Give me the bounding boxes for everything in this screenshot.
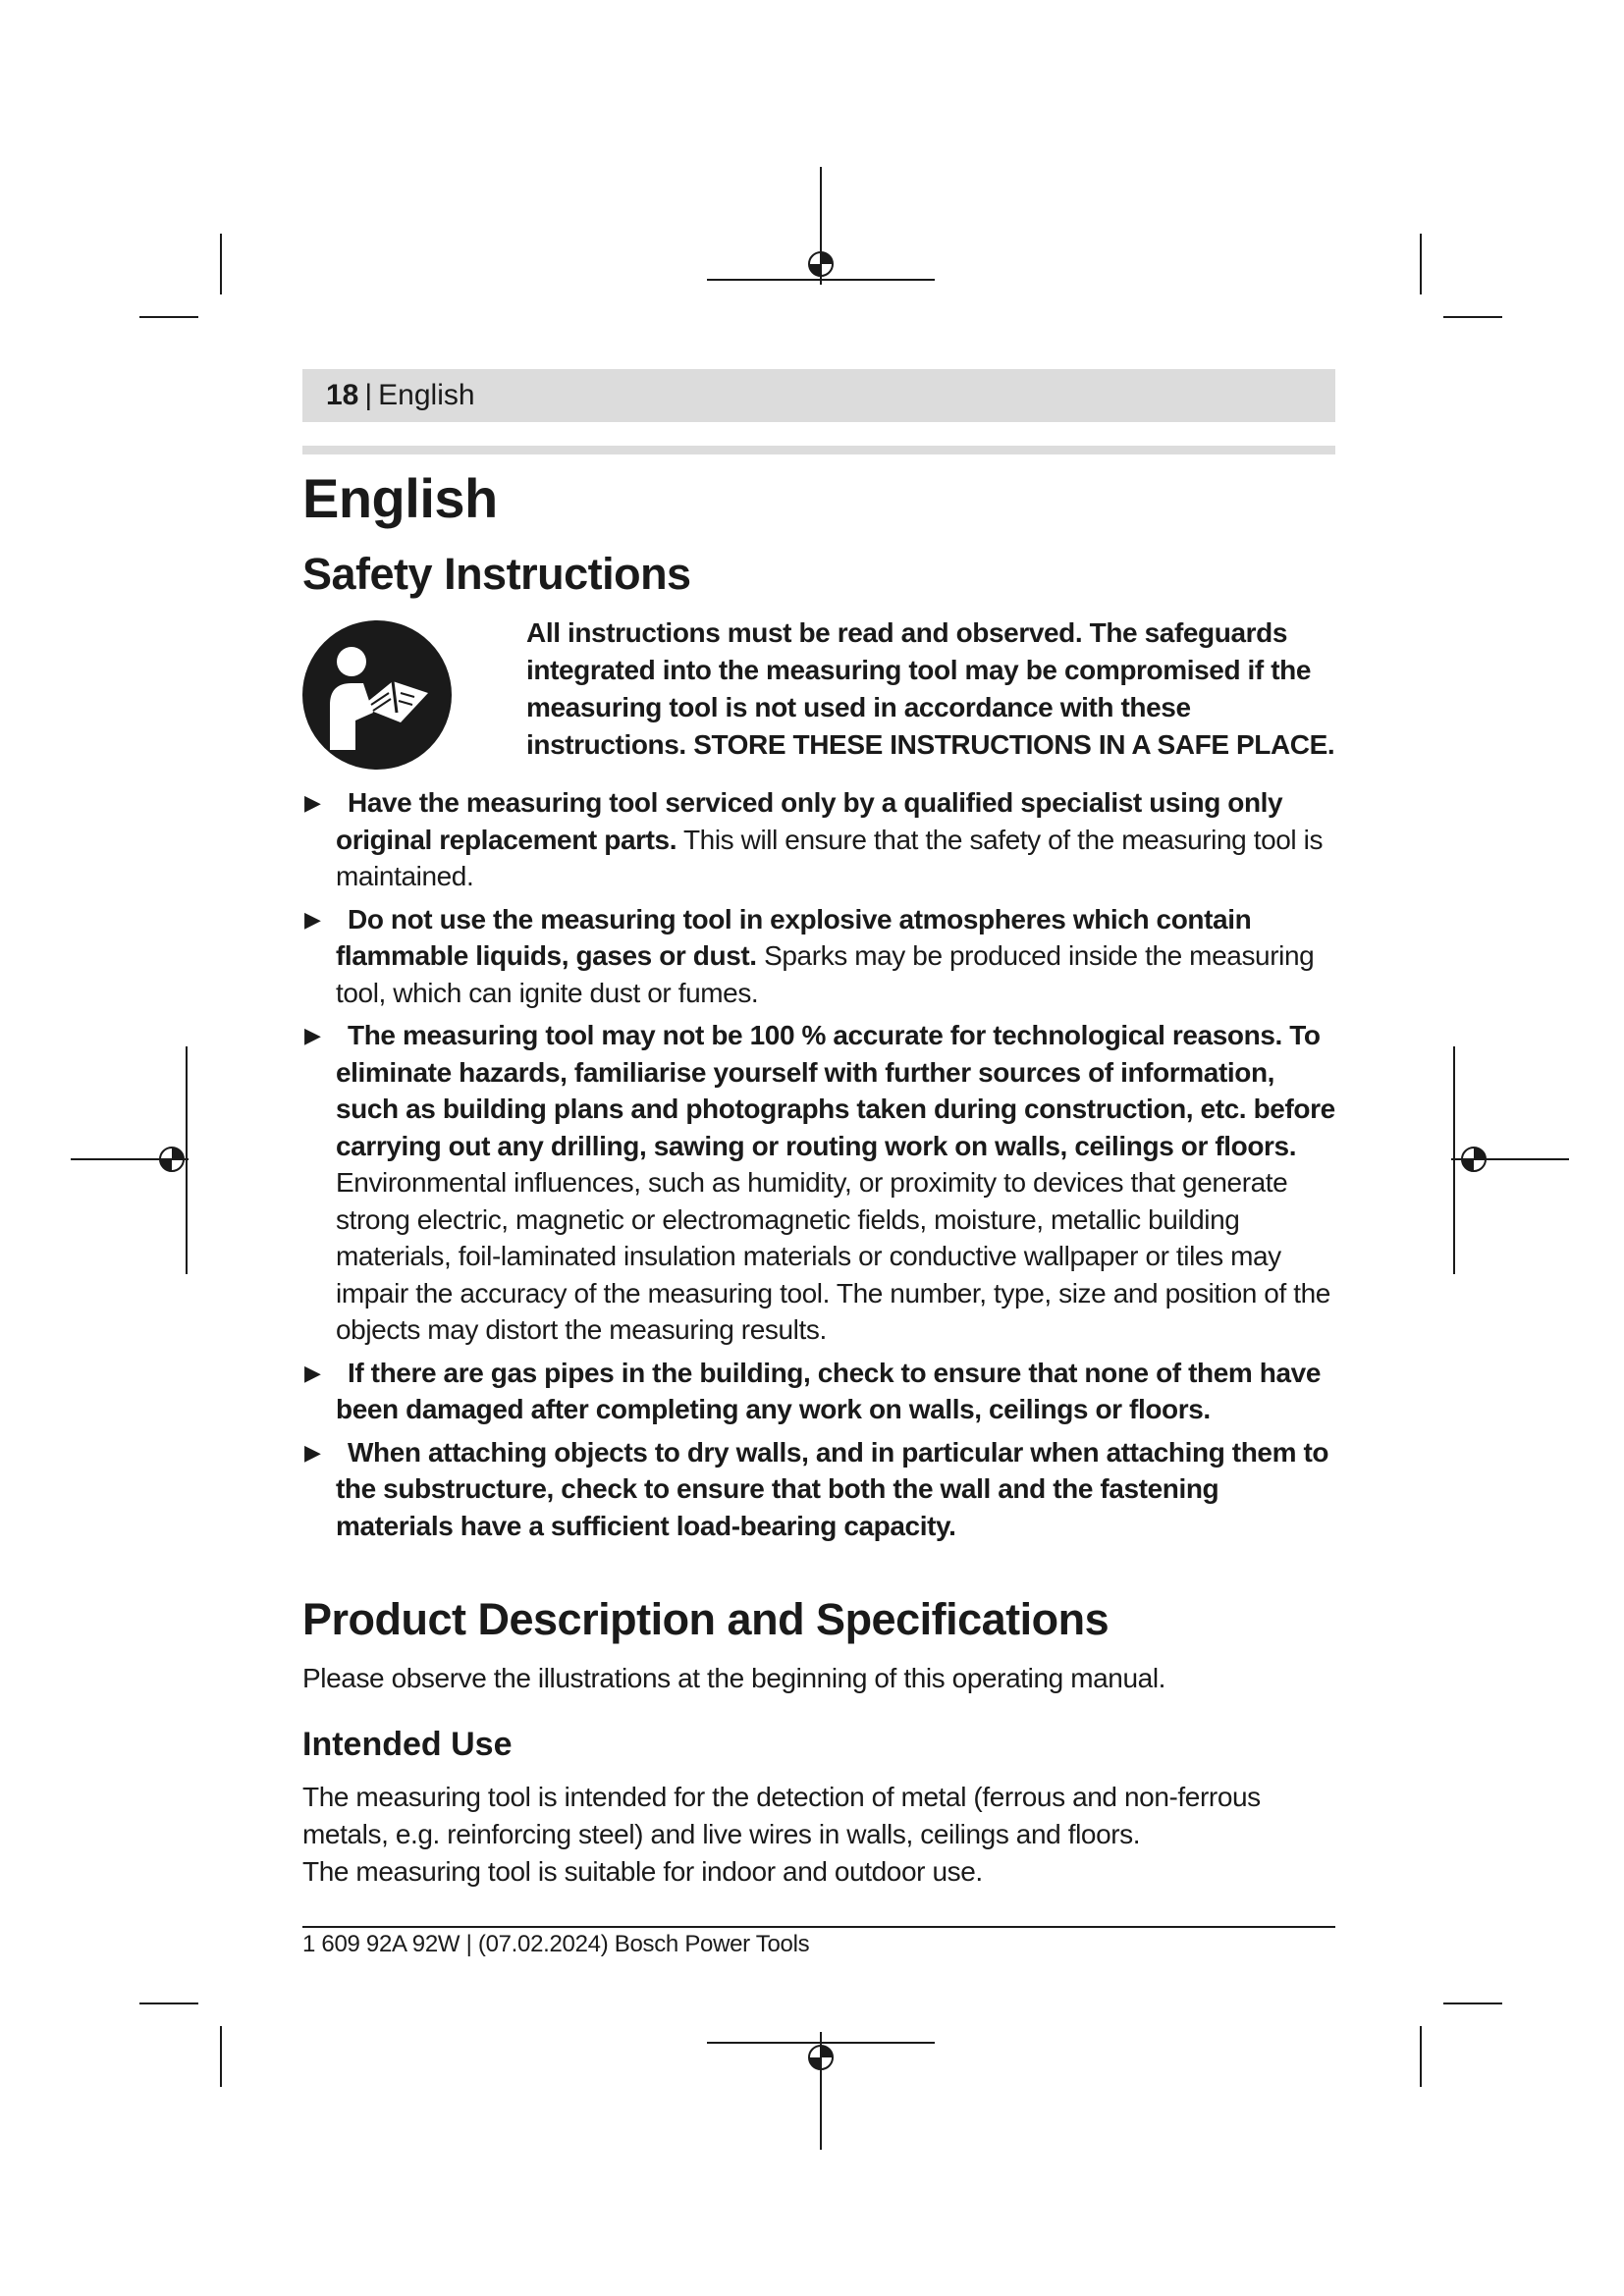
intended-use-heading: Intended Use bbox=[302, 1726, 513, 1764]
indoor-outdoor-text: The measuring tool is suitable for indoor and outdoor use. bbox=[302, 1856, 983, 1888]
page-title: English bbox=[302, 467, 498, 529]
page-content bbox=[302, 461, 1335, 1891]
list-item: ▶ Do not use the measuring tool in explosive atmospheres which contain flammable liquids, gases or dust. Sparks may be produced inside the measuring tool, which can ignite dust or fumes. bbox=[302, 901, 1335, 1012]
safety-heading: Safety Instructions bbox=[302, 549, 691, 600]
page-footer: 1 609 92A 92W | (07.02.2024) Bosch Power Tools bbox=[302, 1931, 810, 1957]
registration-mark-icon bbox=[806, 2043, 836, 2072]
list-item: ▶ If there are gas pipes in the building, check to ensure that none of them have been damaged after completing any work on walls, ceilings or floors. bbox=[302, 1355, 1335, 1428]
product-section bbox=[302, 1593, 1335, 1891]
header-section: English bbox=[378, 379, 475, 411]
footer-rule bbox=[302, 1926, 1335, 1928]
read-manual-icon bbox=[302, 620, 452, 770]
list-item: ▶ The measuring tool may not be 100 % accurate for technological reasons. To eliminate hazards, familiarise yourself with further sources of information, such as building plans and photographs taken during construction, etc. before carrying out any drilling, sawing or routing work on walls, ceilings or floors. Environmental influences, such as humidity, or proximity to devices that generate strong electric, magnetic or electromagnetic fields, moisture, metallic building materials, foil-laminated insulation materials or conductive wallpaper or tiles may impair the accuracy of the measuring tool. The number, type, size and position of the objects may distort the measuring results. bbox=[302, 1017, 1335, 1349]
safety-intro-text: All instructions must be read and observed. The safeguards integrated into the measuring tool may be compromised if the measuring tool is not used in accordance with these instructions. STORE THESE INSTRUCTIONS IN A SAFE PLACE. bbox=[526, 617, 1335, 761]
header-rule bbox=[302, 446, 1335, 454]
bullet-arrow-icon: ▶ bbox=[304, 906, 321, 932]
list-item: ▶ Have the measuring tool serviced only by a qualified specialist using only original replacement parts. This will ensure that the safety of the measuring tool is maintained. bbox=[302, 784, 1335, 895]
running-header bbox=[302, 369, 1335, 422]
registration-mark-icon bbox=[806, 249, 836, 279]
bullet-arrow-icon: ▶ bbox=[304, 790, 321, 816]
registration-mark-icon bbox=[1459, 1145, 1489, 1174]
illustrations-note: Please observe the illustrations at the beginning of this operating manual. bbox=[302, 1663, 1166, 1694]
bullet-arrow-icon: ▶ bbox=[304, 1360, 321, 1385]
header-separator: | bbox=[364, 379, 373, 411]
registration-mark-icon bbox=[157, 1145, 187, 1174]
intended-use-text: The measuring tool is intended for the detection of metal (ferrous and non-ferrous metals, e.g. reinforcing steel) and live wires in walls, ceilings and floors. bbox=[302, 1782, 1261, 1850]
list-item: ▶ When attaching objects to dry walls, and in particular when attaching them to the substructure, check to ensure that both the wall and the fastening materials have a sufficient load-bearing capacity. bbox=[302, 1434, 1335, 1545]
safety-bullet-list bbox=[302, 784, 1335, 1544]
bullet-arrow-icon: ▶ bbox=[304, 1439, 321, 1465]
safety-intro bbox=[302, 614, 1335, 774]
product-heading: Product Description and Specifications bbox=[302, 1594, 1110, 1645]
bullet-arrow-icon: ▶ bbox=[304, 1023, 321, 1048]
page-number: 18 bbox=[326, 379, 359, 411]
